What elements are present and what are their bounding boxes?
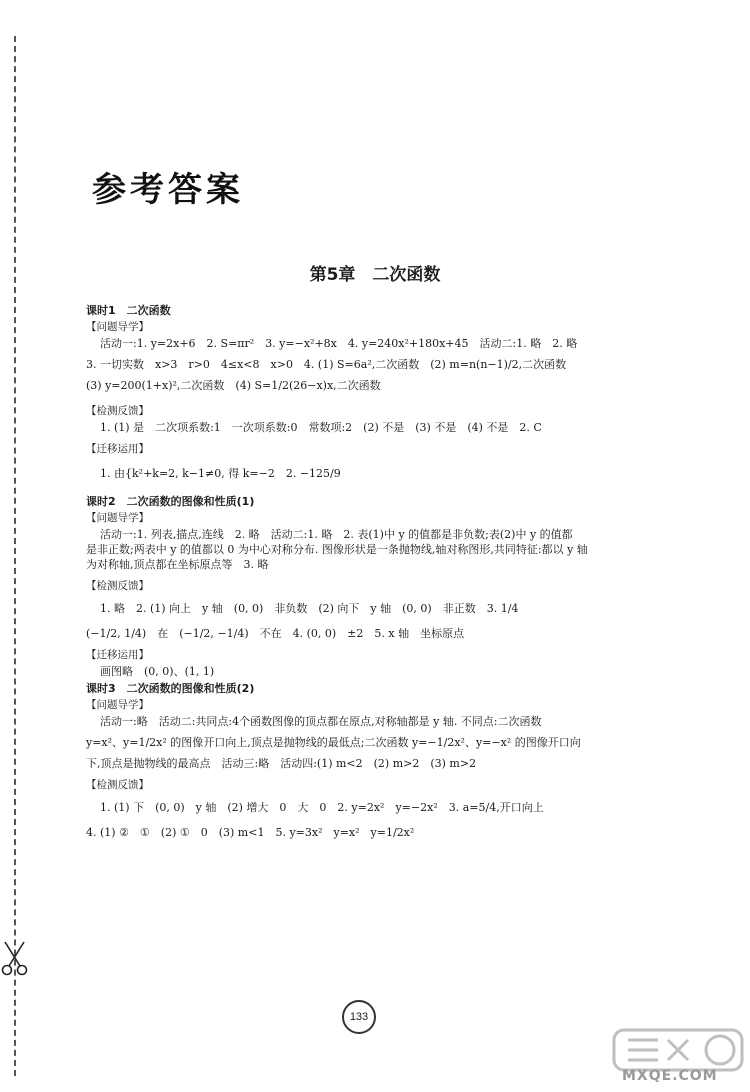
page-number: 133	[342, 1000, 376, 1034]
watermark-text: MXQE.COM	[622, 1068, 718, 1084]
section-tag: 【问题导学】	[86, 699, 149, 711]
answer-line: 4. (1) ② ① (2) ① 0 (3) m<1 5. y=3x² y=x² y=1/2x²	[86, 826, 415, 839]
answer-line: y=x²、y=1/2x² 的图像开口向上,顶点是抛物线的最低点;二次函数 y=−1/2x²、y=−x² 的图像开口向	[86, 736, 581, 749]
answer-line: 1. (1) 下 (0, 0) y 轴 (2) 增大 0 大 0 2. y=2x² y=−2x² 3. a=5/4,开口向上	[100, 801, 544, 814]
answer-line: 活动一:略 活动二:共同点:4个函数图像的顶点都在原点,对称轴都是 y 轴. 不同点:二次函数	[100, 715, 542, 728]
section-tag: 【迁移运用】	[86, 649, 149, 661]
answer-line: 画图略 (0, 0)、(1, 1)	[100, 665, 215, 678]
answer-line: 活动一:1. y=2x+6 2. S=πr² 3. y=−x²+8x 4. y=240x²+180x+45 活动二:1. 略 2. 略	[100, 337, 578, 350]
section-tag: 【迁移运用】	[86, 443, 149, 455]
answer-line: 活动一:1. 列表,描点,连线 2. 略 活动二:1. 略 2. 表(1)中 y 的值都是非负数;表(2)中 y 的值都	[100, 528, 573, 541]
section-tag: 【问题导学】	[86, 512, 149, 524]
section-tag: 【检测反馈】	[86, 580, 149, 592]
lesson-title: 课时1 二次函数	[86, 304, 171, 317]
answer-line: 下,顶点是抛物线的最高点 活动三:略 活动四:(1) m<2 (2) m>2 (3) m>2	[86, 757, 477, 770]
answer-line: 1. (1) 是 二次项系数:1 一次项系数:0 常数项:2 (2) 不是 (3) 不是 (4) 不是 2. C	[100, 421, 542, 434]
scissors-icon	[0, 938, 30, 978]
lesson-title: 课时3 二次函数的图像和性质(2)	[86, 682, 255, 695]
answer-line: (3) y=200(1+x)²,二次函数 (4) S=1/2(26−x)x,二次函数	[86, 379, 381, 392]
chapter-title: 第5章 二次函数	[309, 265, 441, 285]
section-tag: 【检测反馈】	[86, 779, 149, 791]
lesson-title: 课时2 二次函数的图像和性质(1)	[86, 495, 255, 508]
section-tag: 【检测反馈】	[86, 405, 149, 417]
answer-line: (−1/2, 1/4) 在 (−1/2, −1/4) 不在 4. (0, 0) ±2 5. x 轴 坐标原点	[86, 627, 465, 640]
answer-content	[86, 300, 646, 839]
answer-line: 为对称轴,顶点都在坐标原点等 3. 略	[86, 558, 269, 571]
answer-line: 1. 由{k²+k=2, k−1≠0, 得 k=−2 2. −125/9	[100, 467, 341, 480]
section-tag: 【问题导学】	[86, 321, 149, 333]
page-title: 参考答案	[92, 170, 244, 210]
cut-line	[14, 36, 16, 1076]
answer-line: 是非正数;两表中 y 的值都以 0 为中心对称分布. 图像形状是一条抛物线,轴对称图形,共同特征:都以 y 轴	[86, 543, 588, 556]
answer-line: 1. 略 2. (1) 向上 y 轴 (0, 0) 非负数 (2) 向下 y 轴 (0, 0) 非正数 3. 1/4	[100, 602, 519, 615]
answer-line: 3. 一切实数 x>3 r>0 4≤x<8 x>0 4. (1) S=6a²,二次函数 (2) m=n(n−1)/2,二次函数	[86, 358, 567, 371]
